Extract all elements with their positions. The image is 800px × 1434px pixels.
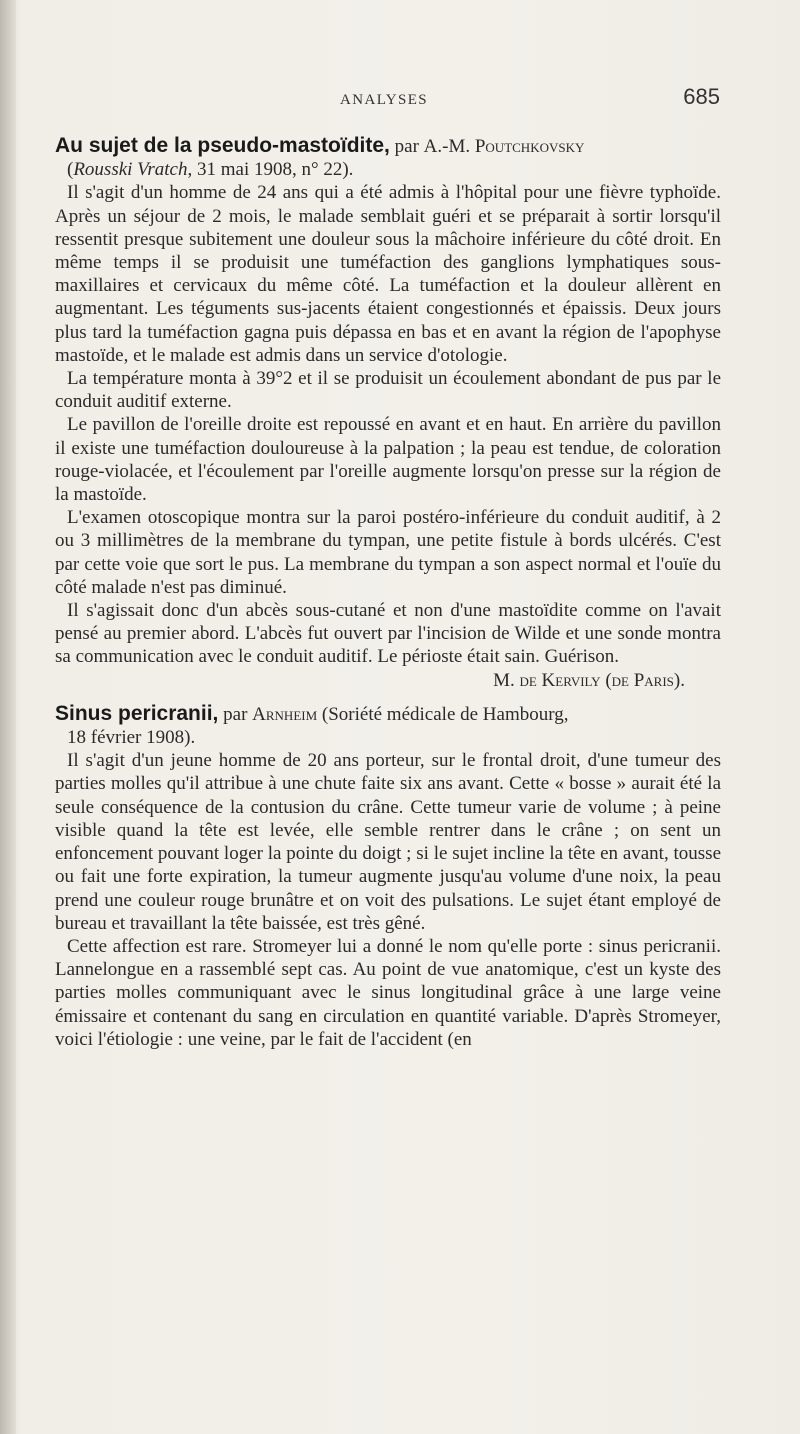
article-heading [55, 702, 721, 726]
article-pseudo-mastoidite [55, 134, 721, 692]
article-by: par [223, 703, 248, 725]
article-title: Sinus pericranii, [55, 701, 219, 725]
article-source [55, 158, 721, 181]
paragraph: Cette affection est rare. Stromeyer lui a donné le nom qu'elle porte : sinus pericranii. Lannelongue en a rassemblé sept cas. Au point de vue anatomique, c'est un kyste des parties molles communiquant avec le sinus longitudinal grâce à une large veine émissaire et contenant du sang en circulation en quantité variable. D'après Stromeyer, voici l'étiologie : une veine, par le fait de l'accident (en [55, 935, 721, 1050]
article-signature: M. de Kervily (de Paris). [493, 669, 685, 691]
source-journal: Rousski Vratch [73, 159, 188, 181]
paragraph: L'examen otoscopique montra sur la paroi postéro-inférieure du conduit auditif, à 2 ou 3 millimètres de la membrane du tympan, une petite fistule à bords ulcérés. C'est par cette voie que sort le pus. La membrane du tympan a son aspect normal et l'ouïe du côté malade n'est pas diminué. [55, 507, 721, 598]
article-title: Au sujet de la pseudo-mastoïdite, [55, 134, 390, 157]
source-open: ( [67, 159, 74, 181]
article-heading [55, 134, 721, 158]
article-author: A.-M. Poutchkovsky [423, 136, 585, 157]
paragraph: Le pavillon de l'oreille droite est repoussé en avant et en haut. En arrière du pavillon il existe une tuméfaction douloureuse à la palpation ; la peau est tendue, de coloration rouge-violacée, et l'écoulement par l'oreille augmente lorsqu'on presse sur la région de la mastoïde. [55, 414, 721, 506]
source-rest: , 31 mai 1908, n° 22). [187, 159, 354, 181]
page-spine-shadow [0, 0, 16, 1434]
article-by: par [394, 136, 419, 157]
paragraph: Il s'agit d'un jeune homme de 20 ans porteur, sur le frontal droit, d'une tumeur des parties molles qu'il attribue à une chute faite six ans avant. Cette « bosse » aurait été la seule conséquence de la contusion du crâne. Cette tumeur varie de volume ; à peine visible quand la tête est levée, elle semble rentrer dans le crâne ; on sent un enfoncement pouvant loger la pointe du doigt ; si le sujet incline la tête en avant, tousse ou fait une forte expiration, la tumeur augmente jusqu'au volume d'une noix, la peau prend une couleur rouge brunâtre et on voit des pulsations. Le sujet étant employé de bureau et travaillant la tête baissée, est très gêné. [55, 750, 721, 934]
paragraph: Il s'agissait donc d'un abcès sous-cutané et non d'une mastoïdite comme on l'avait pensé au premier abord. L'abcès fut ouvert par l'incision de Wilde et une sonde montra sa communication avec le conduit auditif. Le périoste était sain. Guérison. [55, 600, 721, 668]
paragraph: Il s'agit d'un homme de 24 ans qui a été admis à l'hôpital pour une fièvre typhoïde. Après un séjour de 2 mois, le malade semblait guéri et se préparait à sortir lorsqu'il ressentit presque subitement une douleur sous la mâchoire inférieure du côté droit. En même temps il se produisit une tuméfaction des ganglions lymphatiques sous-maxillaires et cervicaux du même côté. La tuméfaction et la douleur allèrent en augmentant. Les téguments sus-jacents étaient congestionnés et épaissis. Deux jours plus tard la tuméfaction gagna puis dépassa en bas et en avant la région de l'apophyse mastoïde, et le malade est admis dans un service d'otologie. [55, 182, 721, 366]
article-sinus-pericranii [55, 702, 721, 1051]
article-author: Arnheim [252, 703, 318, 725]
running-head: ANALYSES [340, 92, 429, 108]
paragraph: La température monta à 39°2 et il se produisit un écoulement abondant de pus par le conduit auditif externe. [55, 368, 721, 413]
page-header [55, 84, 720, 118]
article-source-date: 18 février 1908). [67, 727, 196, 749]
source-journal: Soriété médicale de Hambourg, [328, 703, 569, 725]
source-open: ( [321, 703, 329, 725]
page-number: 685 [683, 84, 720, 109]
page-body [55, 134, 721, 1061]
